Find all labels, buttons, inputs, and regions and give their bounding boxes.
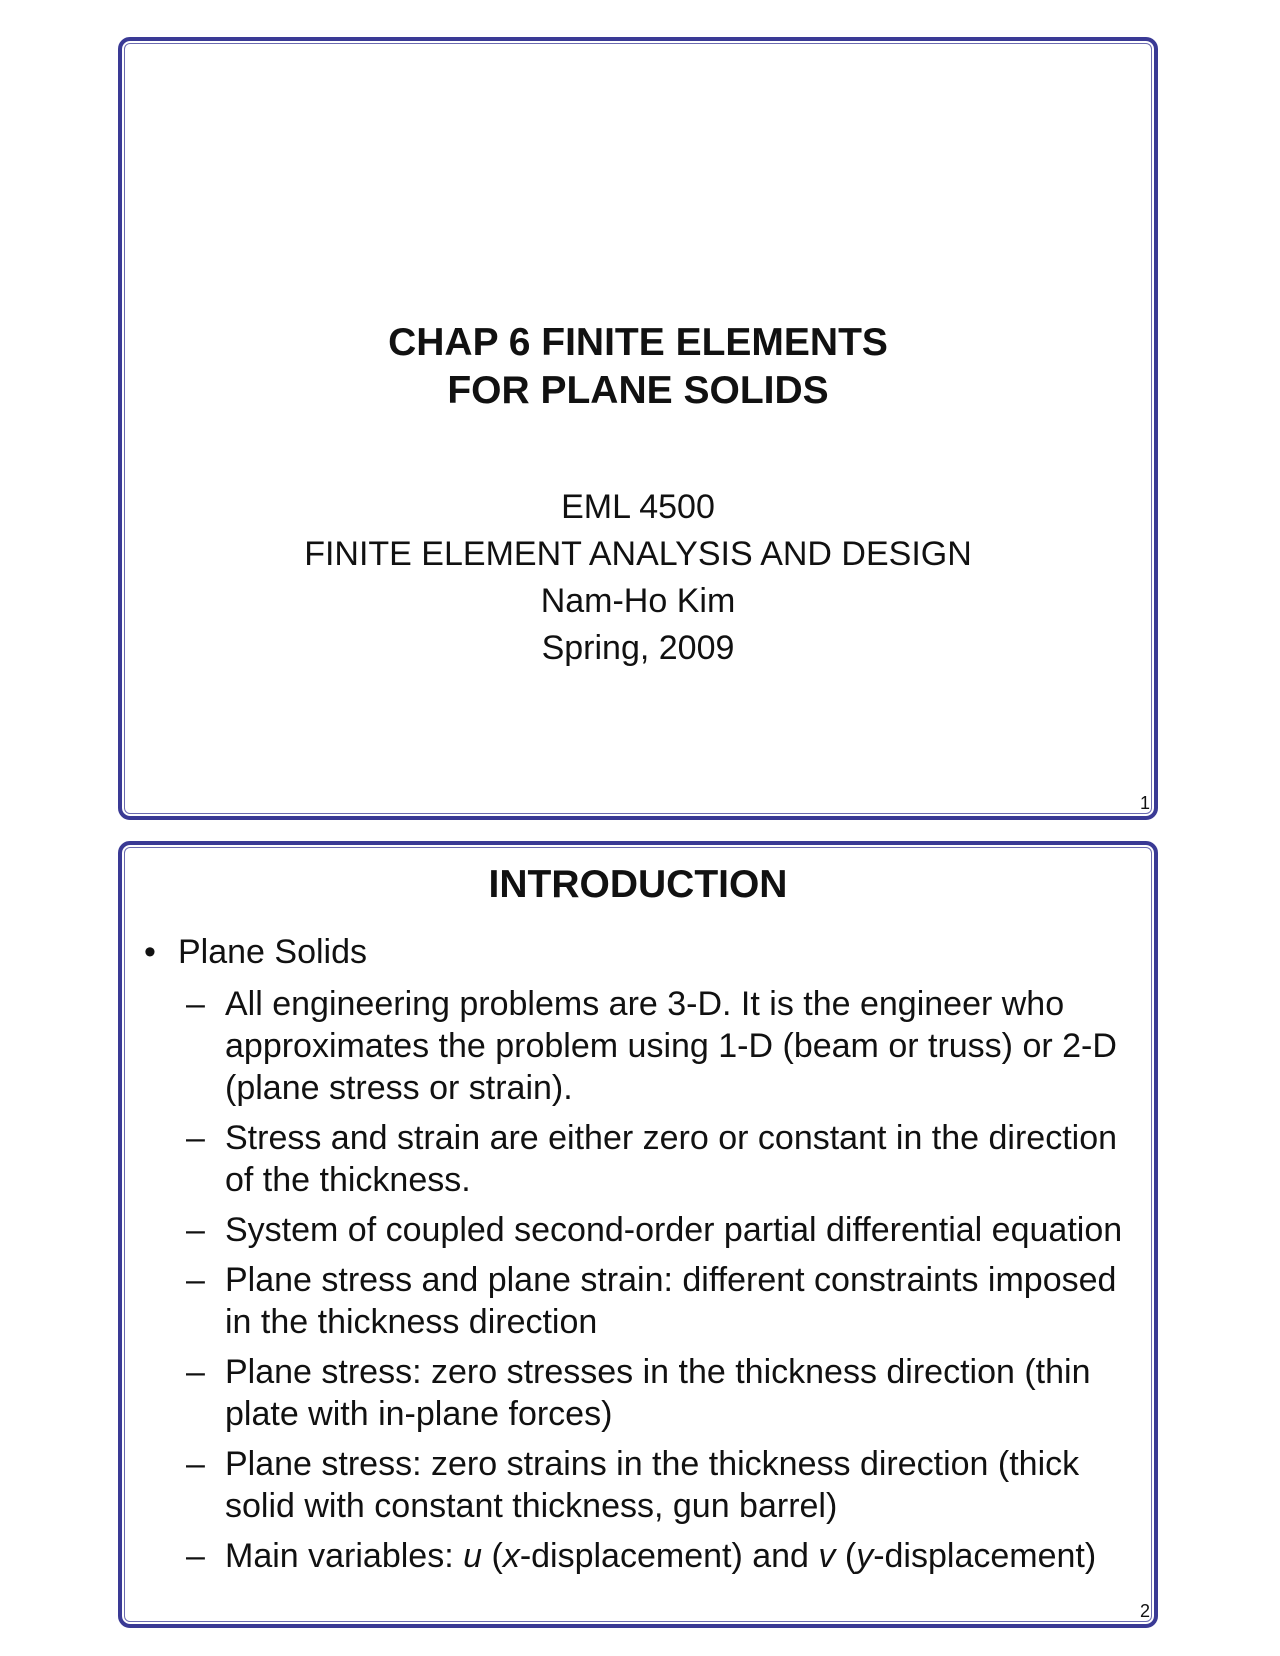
sub-bullet-item bbox=[186, 1209, 1124, 1251]
sub-bullet-text: All engineering problems are 3-D. It is the engineer who approximates the problem using 1-D (beam or truss) or 2-D (plane stress or strain). bbox=[225, 985, 1117, 1107]
text-suffix: -displacement) bbox=[873, 1537, 1097, 1575]
variable-y: y bbox=[856, 1537, 874, 1575]
variable-v: v bbox=[818, 1537, 836, 1575]
text-segment: ( bbox=[482, 1537, 503, 1575]
slide-heading: INTRODUCTION bbox=[488, 863, 788, 906]
sub-bullet-item bbox=[186, 1443, 1124, 1527]
page-number: 2 bbox=[1139, 1601, 1150, 1621]
title-line-1: CHAP 6 FINITE ELEMENTS bbox=[388, 321, 888, 364]
sub-bullet-text: Stress and strain are either zero or constant in the direction of the thickness. bbox=[225, 1119, 1118, 1199]
bullet-text: Plane Solids bbox=[178, 933, 368, 971]
page-number: 1 bbox=[1139, 793, 1150, 813]
sub-bullet-text: System of coupled second-order partial differential equation bbox=[225, 1211, 1123, 1249]
sub-bullet-item bbox=[186, 983, 1124, 1109]
sub-bullet-item bbox=[186, 1351, 1124, 1435]
introduction-slide bbox=[118, 841, 1158, 1628]
dash-marker: – bbox=[186, 1353, 205, 1391]
course-code: EML 4500 bbox=[561, 488, 715, 526]
dash-marker: – bbox=[186, 985, 205, 1023]
title-line-2: FOR PLANE SOLIDS bbox=[447, 369, 829, 412]
sub-bullet-text: Plane stress: zero strains in the thickness direction (thick solid with constant thickness, gun barrel) bbox=[225, 1445, 1080, 1525]
sub-bullet-item bbox=[186, 1117, 1124, 1201]
term: Spring, 2009 bbox=[541, 629, 735, 667]
dash-marker: – bbox=[186, 1261, 205, 1299]
variable-u: u bbox=[463, 1537, 483, 1575]
bullet-item bbox=[144, 933, 367, 972]
course-name: FINITE ELEMENT ANALYSIS AND DESIGN bbox=[304, 535, 972, 573]
dash-marker: – bbox=[186, 1537, 205, 1575]
sub-bullet-item bbox=[186, 1259, 1124, 1343]
slide-title bbox=[122, 319, 1154, 415]
dash-marker: – bbox=[186, 1445, 205, 1483]
text-segment: -displacement) and bbox=[519, 1537, 819, 1575]
slide-subtitle-block bbox=[122, 484, 1154, 672]
title-slide bbox=[118, 37, 1158, 820]
author-name: Nam-Ho Kim bbox=[540, 582, 736, 620]
sub-bullet-text: Plane stress: zero stresses in the thickness direction (thin plate with in-plane forces) bbox=[225, 1353, 1091, 1433]
sub-bullet-text: Plane stress and plane strain: different constraints imposed in the thickness direction bbox=[225, 1261, 1117, 1341]
dash-marker: – bbox=[186, 1211, 205, 1249]
text-prefix: Main variables: bbox=[225, 1537, 464, 1575]
sub-bullet-list bbox=[186, 983, 1124, 1585]
text-segment: ( bbox=[835, 1537, 857, 1575]
dash-marker: – bbox=[186, 1119, 205, 1157]
bullet-dot: • bbox=[144, 933, 156, 971]
sub-bullet-text bbox=[225, 1537, 1096, 1575]
variable-x: x bbox=[502, 1537, 520, 1575]
sub-bullet-item-main-variables bbox=[186, 1535, 1124, 1577]
